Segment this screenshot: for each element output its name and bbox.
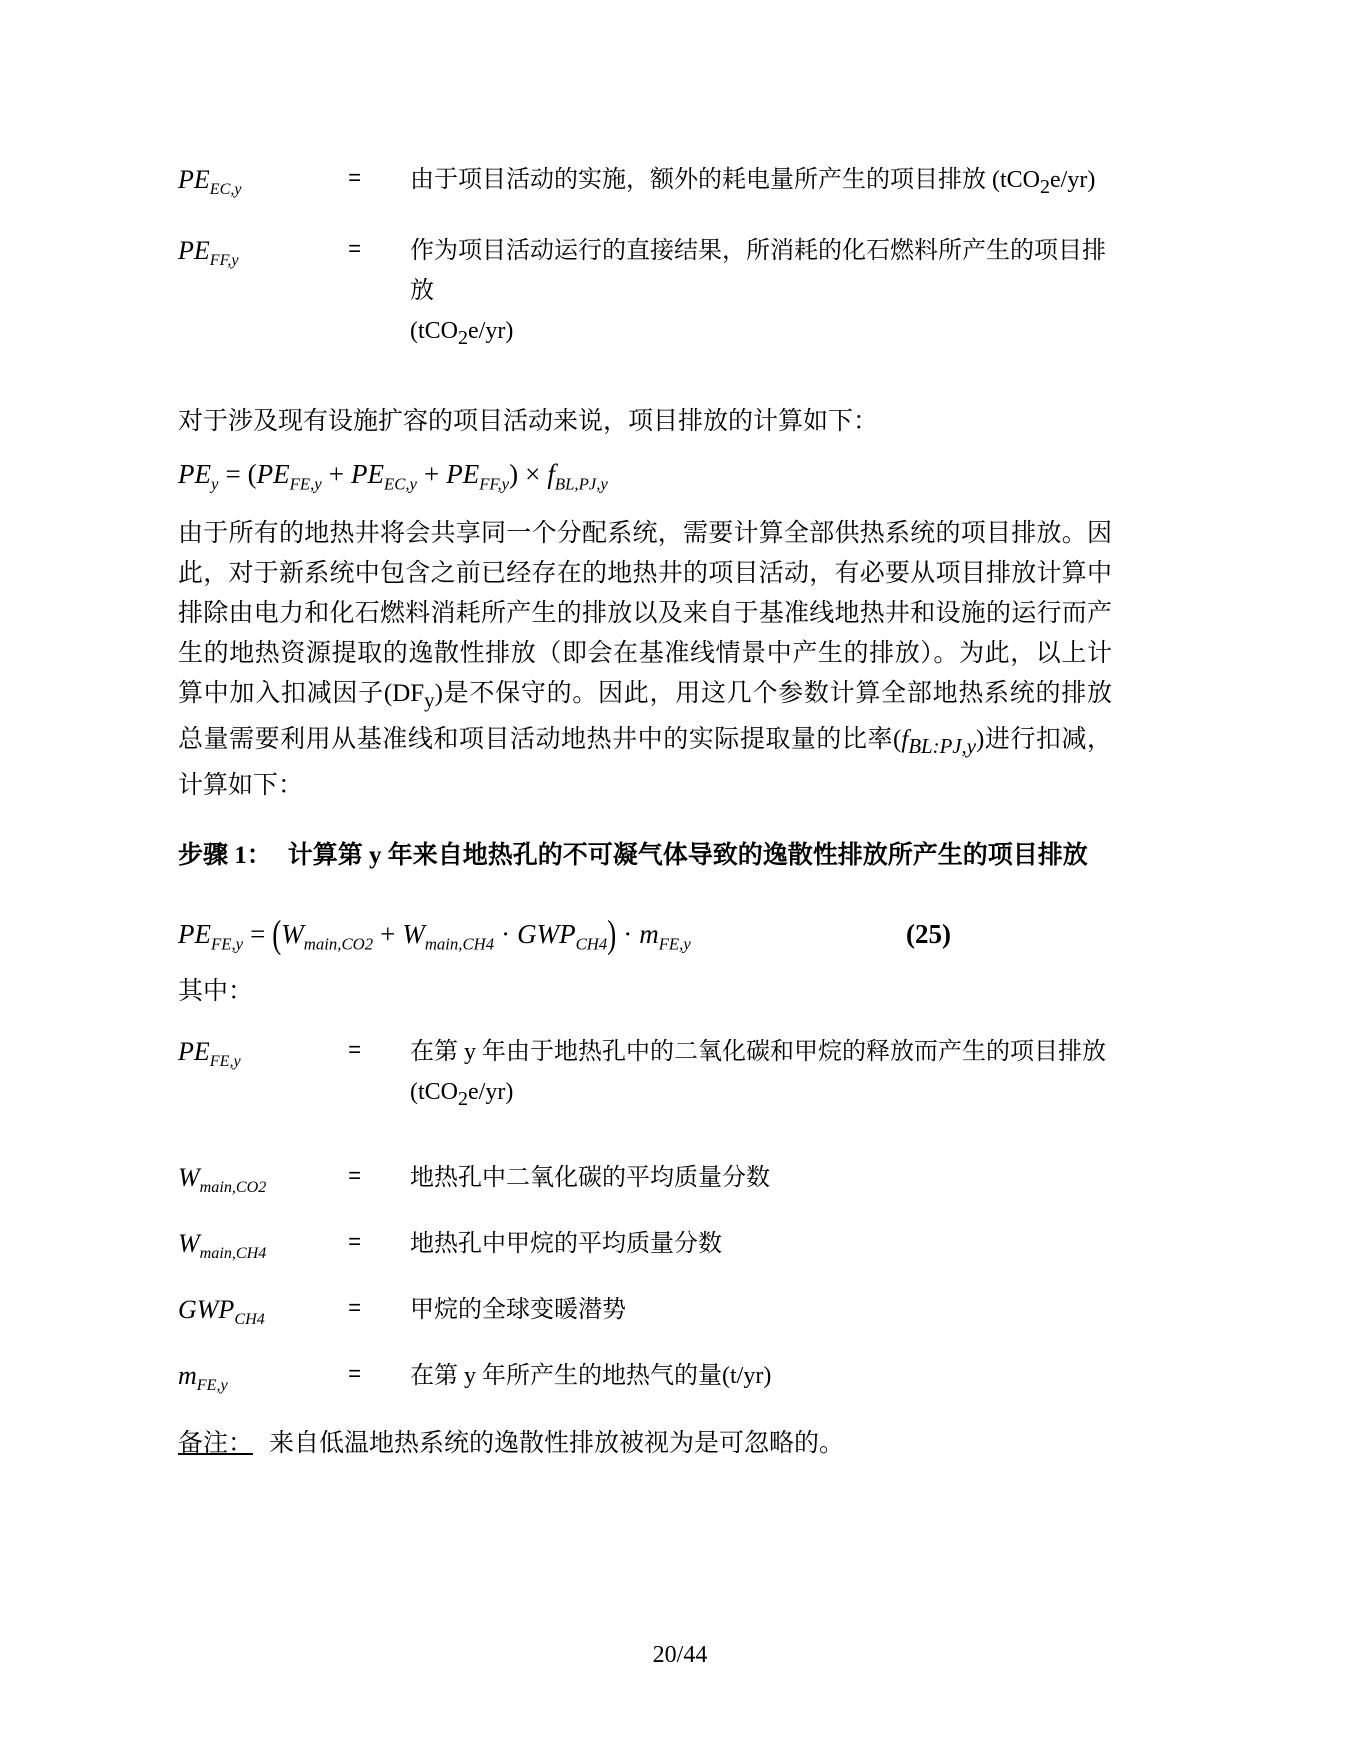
page-number: 20/44 (652, 1642, 708, 1668)
where-label: 其中： (178, 977, 254, 1005)
definition-row-gwp (178, 1290, 1112, 1330)
note-remark (178, 1424, 1112, 1464)
definition-row-w-co2 (178, 1158, 1112, 1198)
step1-title: 计算第 y 年来自地热孔的不可凝气体导致的逸散性排放所产生的项目排放 (287, 841, 1088, 869)
term-pe-ec-y: $PE_{EC,y}$ (178, 165, 242, 199)
equals-sign: = (348, 1297, 362, 1323)
definition-text: 在第 y 年所产生的地热气的量(t/yr) (410, 1363, 772, 1390)
definition-text: 甲烷的全球变暖潜势 (410, 1297, 626, 1324)
term-w-main-ch4: $W_{main,CH4}$ (178, 1229, 267, 1263)
equals-sign: = (348, 1038, 362, 1064)
unit-line: (tCO$_2$e/yr) (410, 317, 514, 349)
definition-list-top (178, 160, 1112, 358)
definition-text: 由于项目活动的实施，额外的耗电量所产生的项目排放 (tCO$_2$e/yr) (410, 167, 1096, 198)
term-pe-ff-y: $PE_{FF,y}$ (178, 235, 239, 269)
note-label: 备注： (178, 1430, 254, 1458)
equation-number: (25) (906, 918, 951, 949)
definition-row-pe-ec (178, 160, 1112, 207)
step1-heading (178, 836, 1112, 876)
definition-text: 在第 y 年由于地热孔中的二氧化碳和甲烷的释放而产生的项目排放 (tCO$_2$e/yr) (410, 1032, 1112, 1119)
definition-text: 地热孔中甲烷的平均质量分数 (410, 1231, 722, 1258)
equals-sign: = (348, 237, 362, 263)
definition-list-bottom (178, 1032, 1112, 1397)
paragraph-expansion-intro: 对于涉及现有设施扩容的项目活动来说，项目排放的计算如下： (178, 407, 879, 435)
equals-sign: = (348, 167, 362, 192)
equals-sign: = (348, 1231, 362, 1257)
note-text: 来自低温地热系统的逸散性排放被视为是可忽略的。 (269, 1430, 845, 1458)
equals-sign: = (348, 1363, 362, 1389)
definition-text: 作为项目活动运行的直接结果，所消耗的化石燃料所产生的项目排放 (tCO$_2$e/yr) (410, 231, 1112, 358)
definition-row-m-fe (178, 1356, 1112, 1396)
formula-pe-total: $PE_y = (PE_{FE,y} + PE_{EC,y} + PE_{FF,y}) \times f_{BL,PJ,y}$ (178, 458, 608, 493)
term-gwp-ch4: $GWP_{CH4}$ (178, 1295, 265, 1329)
term-m-fe-y: $m_{FE,y}$ (178, 1361, 228, 1395)
step1-label: 步骤 1： (178, 841, 272, 869)
equals-sign: = (348, 1165, 362, 1191)
term-pe-fe-y: $PE_{FE,y}$ (178, 1036, 241, 1070)
paragraph-shared-system: 由于所有的地热井将会共享同一个分配系统，需要计算全部供热系统的项目排放。因此，对于新系统中包含之前已经存在的地热井的项目活动，有必要从项目排放计算中排除由电力和化石燃料消耗所产生的排放以及来自于基准线地热井和设施的运行而产生的地热资源提取的逸散性排放（即会在基准线情景中产生的排放）。为此，以上计算中加入扣减因子$(DF_y)$是不保守的。因此，用这几个参数计算全部地热系统的排放总量需要利用从基准线和项目活动地热井中的实际提取量的比率$(f_{BL:PJ,y})$进行扣减，计算如下： (178, 519, 1113, 799)
definition-row-pe-fe (178, 1032, 1112, 1119)
definition-row-w-ch4 (178, 1224, 1112, 1264)
definition-text: 地热孔中二氧化碳的平均质量分数 (410, 1165, 770, 1192)
term-w-main-co2: $W_{main,CO2}$ (178, 1163, 267, 1197)
definition-row-pe-ff (178, 231, 1112, 358)
formula-25: $PE_{FE,y} = (W_{main,CO2} + W_{main,CH4} \cdot GWP_{CH4}) \cdot m_{FE,y}$ (25) (178, 908, 1112, 960)
unit-line: (tCO$_2$e/yr) (410, 1078, 514, 1110)
